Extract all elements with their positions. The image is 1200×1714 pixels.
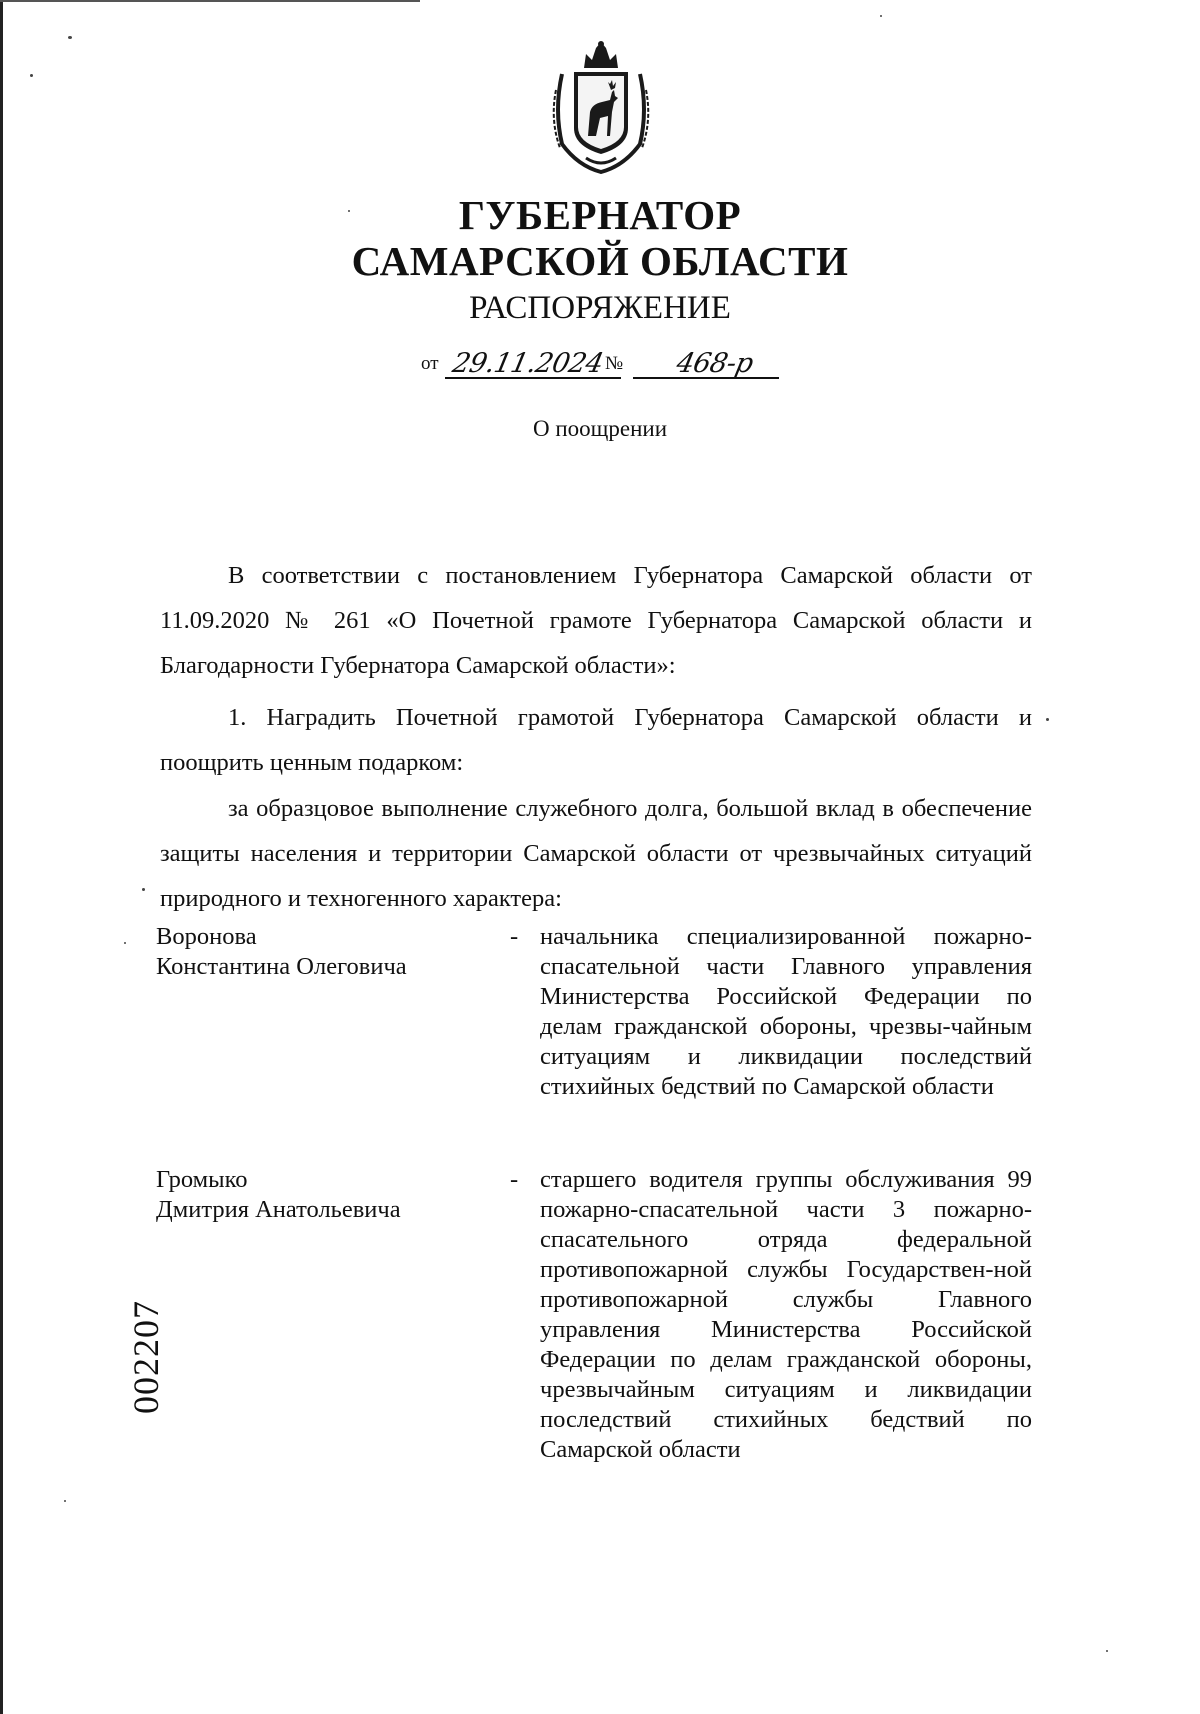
preamble-paragraph: В соответствии с постановлением Губернатора Самарской области от 11.09.2020 № 261 «О Почетной грамоте Губернатора Самарской области и Благодарности Губернатора Самарской области»: xyxy=(160,562,1032,679)
scan-speck xyxy=(880,15,882,17)
award-reason-paragraph: за образцовое выполнение служебного долга, большой вклад в обеспечение защиты населения и территории Самарской области от чрезвычайных ситуаций природного и техногенного характера: xyxy=(160,795,1032,912)
org-title-line2: САМАРСКОЙ ОБЛАСТИ xyxy=(351,238,849,284)
scan-speck xyxy=(142,888,145,891)
handwritten-date: 29.11.2024 xyxy=(449,348,606,379)
document-subject: О поощрении xyxy=(532,416,667,441)
awardee-dash: - xyxy=(510,1166,519,1193)
awardee-position: старшего водителя группы обслуживания 99 пожарно-спасательной части 3 пожарно-спасательного отряда федеральной противопожарной службы Государствен-ной противопожарной службы Главного управления Министерства Российской Федерации по делам гражданской обороны, чрезвычайным ситуациям и ликвидации последствий стихийных бедствий по Самарской области xyxy=(540,1166,1032,1463)
date-prefix: от xyxy=(421,353,439,374)
scan-speck xyxy=(64,1500,66,1502)
scan-edge-top xyxy=(0,0,420,2)
scan-speck xyxy=(1046,718,1049,721)
scan-speck xyxy=(30,74,33,77)
number-prefix: № xyxy=(605,353,624,374)
awardee-position: начальника специализированной пожарно-спасательной части Главного управления Министерства Российской Федерации по делам гражданской обороны, чрезвы-чайным ситуациям и ликвидации последствий стихийных бедствий по Самарской области xyxy=(540,923,1032,1100)
org-title-line1: ГУБЕРНАТОР xyxy=(458,192,742,238)
scan-speck xyxy=(124,942,126,944)
scan-speck xyxy=(1106,1650,1108,1652)
scan-speck xyxy=(68,36,72,39)
awardee-dash: - xyxy=(510,923,519,950)
scan-speck xyxy=(348,210,350,212)
coat-of-arms-samara-icon xyxy=(548,40,654,174)
awardee-name: Громыко Дмитрия Анатольевича xyxy=(156,1166,401,1223)
award-clause-paragraph: 1. Наградить Почетной грамотой Губернатора Самарской области и поощрить ценным подарком: xyxy=(160,704,1032,776)
handwritten-number: 468-р xyxy=(673,348,756,379)
margin-serial-number: 002207 xyxy=(126,1300,166,1414)
document-type: РАСПОРЯЖЕНИЕ xyxy=(469,290,731,326)
date-number-line xyxy=(421,343,781,383)
awardee-name: Воронова Константина Олеговича xyxy=(156,923,407,980)
